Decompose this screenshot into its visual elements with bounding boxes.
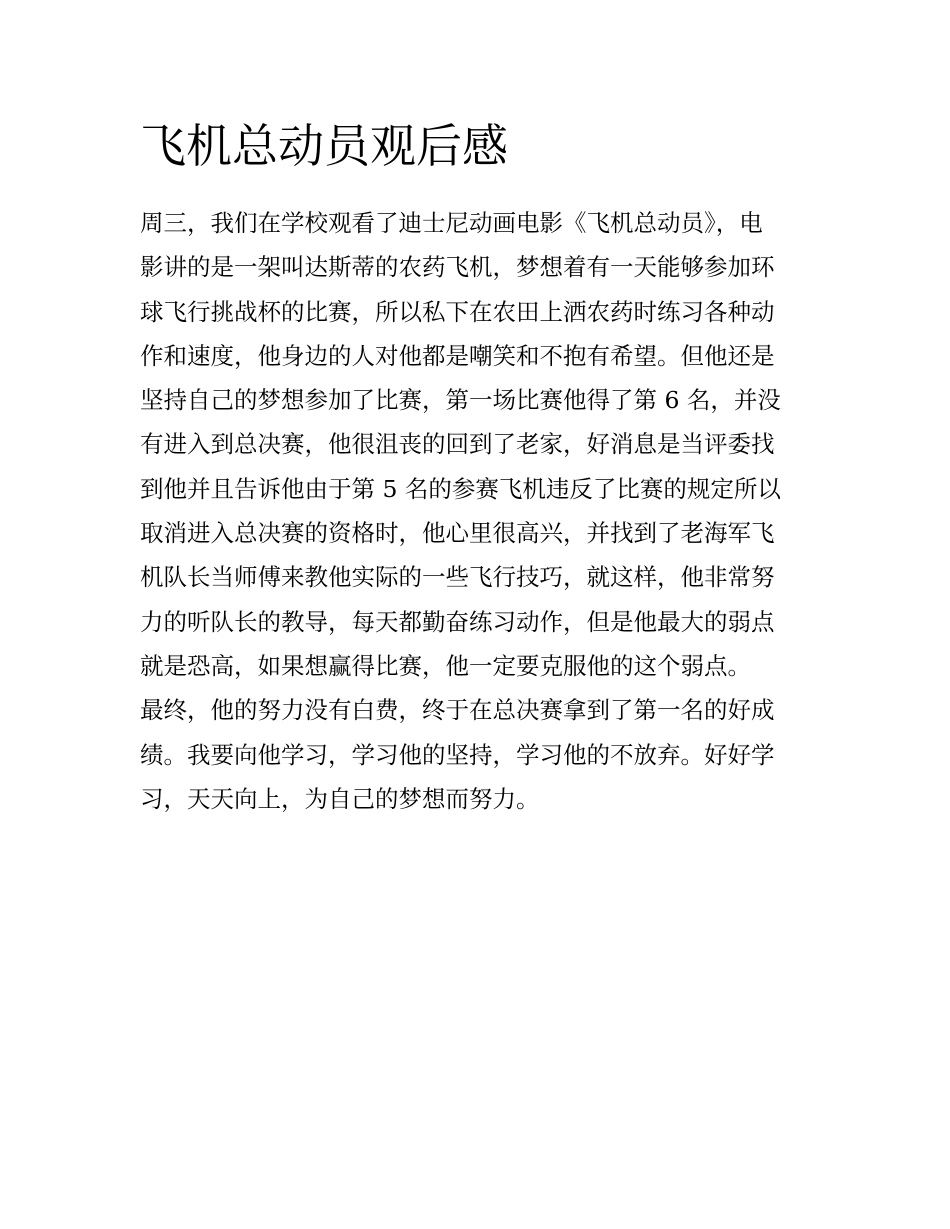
- body-line: 最终，他的努力没有白费，终于在总决赛拿到了第一名的好成: [140, 696, 775, 725]
- body-line: 球飞行挑战杯的比赛，所以私下在农田上洒农药时练习各种动: [140, 297, 775, 326]
- body-line: 习，天天向上，为自己的梦想而努力。: [140, 784, 540, 813]
- document-title: 飞机总动员观后感: [140, 119, 508, 173]
- document-body: [140, 201, 820, 821]
- body-line: 就是恐高，如果想赢得比赛，他一定要克服他的这个弱点。: [140, 651, 751, 680]
- body-line: 影讲的是一架叫达斯蒂的农药飞机，梦想着有一天能够参加环: [140, 253, 775, 282]
- body-line: 取消进入总决赛的资格时，他心里很高兴，并找到了老海军飞: [140, 519, 775, 548]
- body-line: 机队长当师傅来教他实际的一些飞行技巧，就这样，他非常努: [140, 563, 775, 592]
- body-line: 周三，我们在学校观看了迪士尼动画电影《飞机总动员》，电: [140, 209, 763, 237]
- body-line: 绩。我要向他学习，学习他的坚持，学习他的不放弃。好好学: [140, 740, 775, 769]
- body-line: 力的听队长的教导，每天都勤奋练习动作，但是他最大的弱点: [140, 607, 775, 636]
- body-line: 有进入到总决赛，他很沮丧的回到了老家，好消息是当评委找: [140, 430, 775, 459]
- body-line: 作和速度，他身边的人对他都是嘲笑和不抱有希望。但他还是: [140, 341, 775, 370]
- body-line: 到他并且告诉他由于第 5 名的参赛飞机违反了比赛的规定所以: [140, 474, 781, 503]
- body-line: 坚持自己的梦想参加了比赛，第一场比赛他得了第 6 名，并没: [140, 386, 781, 415]
